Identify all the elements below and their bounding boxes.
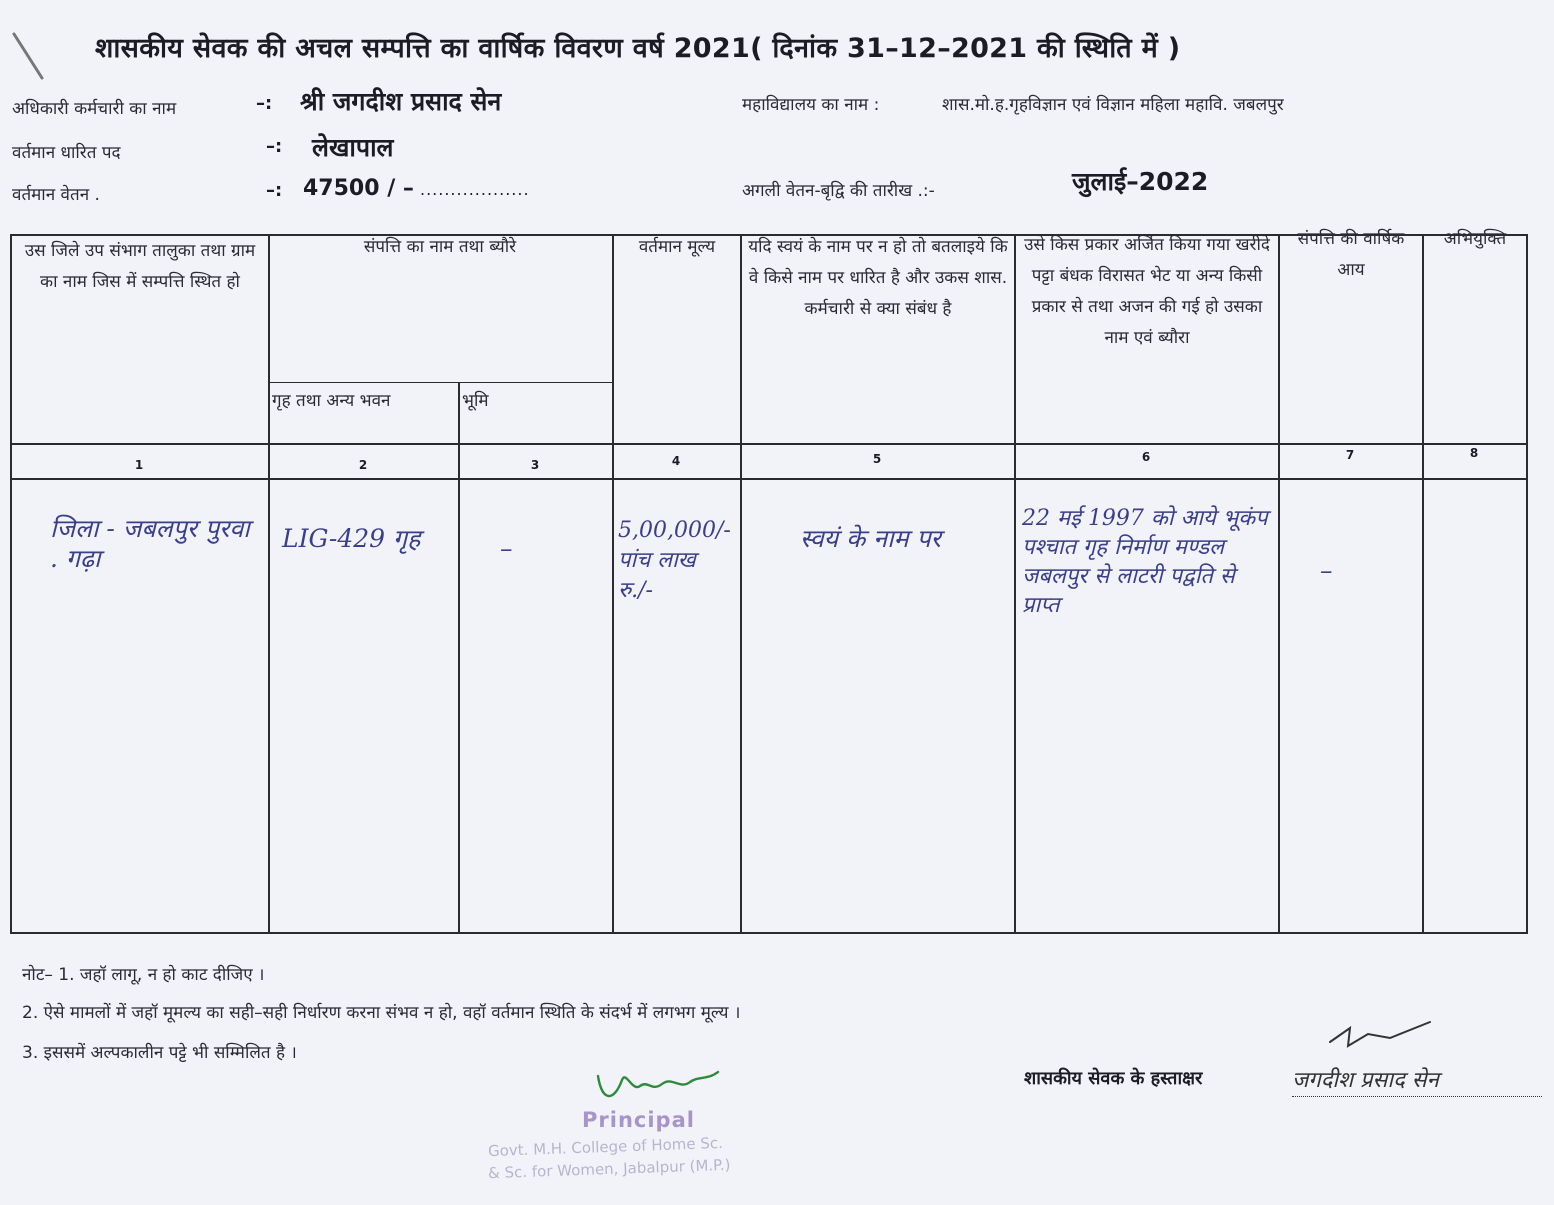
cell-location: जिला - जबलपुर पुरवा . गढ़ा <box>50 514 250 573</box>
signature-scribble <box>1320 1016 1450 1056</box>
employee-name-label: अधिकारी कर्मचारी का नाम <box>12 99 177 119</box>
form-title: शासकीय सेवक की अचल सम्पत्ति का वार्षिक विवरण वर्ष 2021( दिनांक 31–12–2021 की स्थिति में ) <box>95 33 1181 64</box>
separator: –: <box>266 180 283 201</box>
column-line <box>612 234 614 934</box>
increment-date-label: अगली वेतन-बृद्वि की तारीख .:- <box>742 181 935 201</box>
subheader-divider <box>268 382 612 383</box>
stamp-title: Principal <box>582 1108 695 1132</box>
header-location: उस जिले उप संभाग तालुका तथा ग्राम का नाम जिस में सम्पत्ति स्थित हो <box>24 241 256 292</box>
table-border-bottom <box>10 932 1528 934</box>
post-value: लेखापाल <box>312 133 394 162</box>
stamp-line-1: Govt. M.H. College of Home Sc. <box>487 1133 724 1161</box>
increment-date-value: जुलाई–2022 <box>1072 167 1209 196</box>
principal-signature <box>592 1062 722 1108</box>
cell-value: 5,00,000/- पांच लाख रु./- <box>618 518 731 603</box>
employee-name-value: श्री जगदीश प्रसाद सेन <box>300 87 502 116</box>
column-line <box>1278 234 1280 934</box>
college-value: शास.मो.ह.गृहविज्ञान एवं विज्ञान महिला महावि. जबलपुर <box>942 95 1284 115</box>
separator: –: <box>266 136 283 157</box>
note-3: 3. इससमें अल्पकालीन पट्टे भी सम्मिलित है । <box>22 1043 297 1063</box>
header-property: संपत्ति का नाम तथा ब्यौरे <box>363 237 517 257</box>
cell-building: LIG-429 गृह <box>282 524 421 553</box>
column-number: 2 <box>358 458 368 472</box>
separator: –: <box>256 93 273 114</box>
header-annual-income: संपत्ति की वार्षिक आय <box>1297 229 1405 280</box>
cell-land: – <box>500 534 513 563</box>
header-acquisition: उसे किस प्रकार अर्जित किया गया खरीदे पट्टा बंधक विरासत भेट या अन्य किसी प्रकार से तथा अजन की गई हो उसका नाम एवं ब्यौरा <box>1024 235 1270 348</box>
column-line <box>1422 234 1424 934</box>
column-line <box>1014 234 1016 934</box>
column-number: 7 <box>1345 448 1355 462</box>
column-number: 1 <box>134 458 144 472</box>
salary-value: 47500 / – <box>303 176 414 201</box>
header-remarks: अभियुक्ति <box>1443 229 1507 249</box>
header-value: वर्तमान मूल्य <box>638 237 716 257</box>
signature-label: शासकीय सेवक के हस्ताक्षर <box>1024 1068 1203 1089</box>
cell-acquisition: 22 मई 1997 को आये भूकंप पश्चात गृह निर्माण मण्डल जबलपुर से लाटरी पद्वति से प्राप्त <box>1022 506 1268 618</box>
column-line <box>268 234 270 934</box>
pen-slash-mark <box>8 30 58 80</box>
subheader-building: गृह तथा अन्य भवन <box>272 391 391 411</box>
header-divider <box>10 443 1528 445</box>
salary-dotted-line: .................. <box>420 180 530 199</box>
subheader-land: भूमि <box>462 391 489 411</box>
property-table <box>10 222 1528 934</box>
column-number: 5 <box>872 452 882 466</box>
header-holder: यदि स्वयं के नाम पर न हो तो बतलाइये कि वे किसे नाम पर धारित है और उकस शास. कर्मचारी से क्या संबंध है <box>748 237 1008 319</box>
column-number: 8 <box>1469 446 1479 460</box>
column-line <box>1526 234 1528 934</box>
college-label: महाविद्यालय का नाम : <box>742 95 880 115</box>
post-label: वर्तमान धारित पद <box>12 143 121 163</box>
column-number: 6 <box>1141 450 1151 464</box>
number-row-divider <box>10 478 1528 480</box>
signature-line <box>1292 1096 1542 1097</box>
cell-annual-income: – <box>1320 556 1333 585</box>
column-line <box>740 234 742 934</box>
column-number: 3 <box>530 458 540 472</box>
salary-label: वर्तमान वेतन . <box>12 185 100 205</box>
employee-signature: जगदीश प्रसाद सेन <box>1292 1068 1439 1093</box>
column-line <box>10 234 12 934</box>
note-2: 2. ऐसे मामलों में जहॉ मूमल्य का सही–सही निर्धारण करना संभव न हो, वहॉ वर्तमान स्थिति के संदर्भ में लगभग मूल्य । <box>22 1003 741 1023</box>
column-number: 4 <box>671 454 681 468</box>
stamp-line-2: & Sc. for Women, Jabalpur (M.P.) <box>487 1155 731 1183</box>
cell-holder: स्वयं के नाम पर <box>800 524 941 553</box>
note-1: नोट– 1. जहॉ लागू, न हो काट दीजिए । <box>22 965 265 985</box>
